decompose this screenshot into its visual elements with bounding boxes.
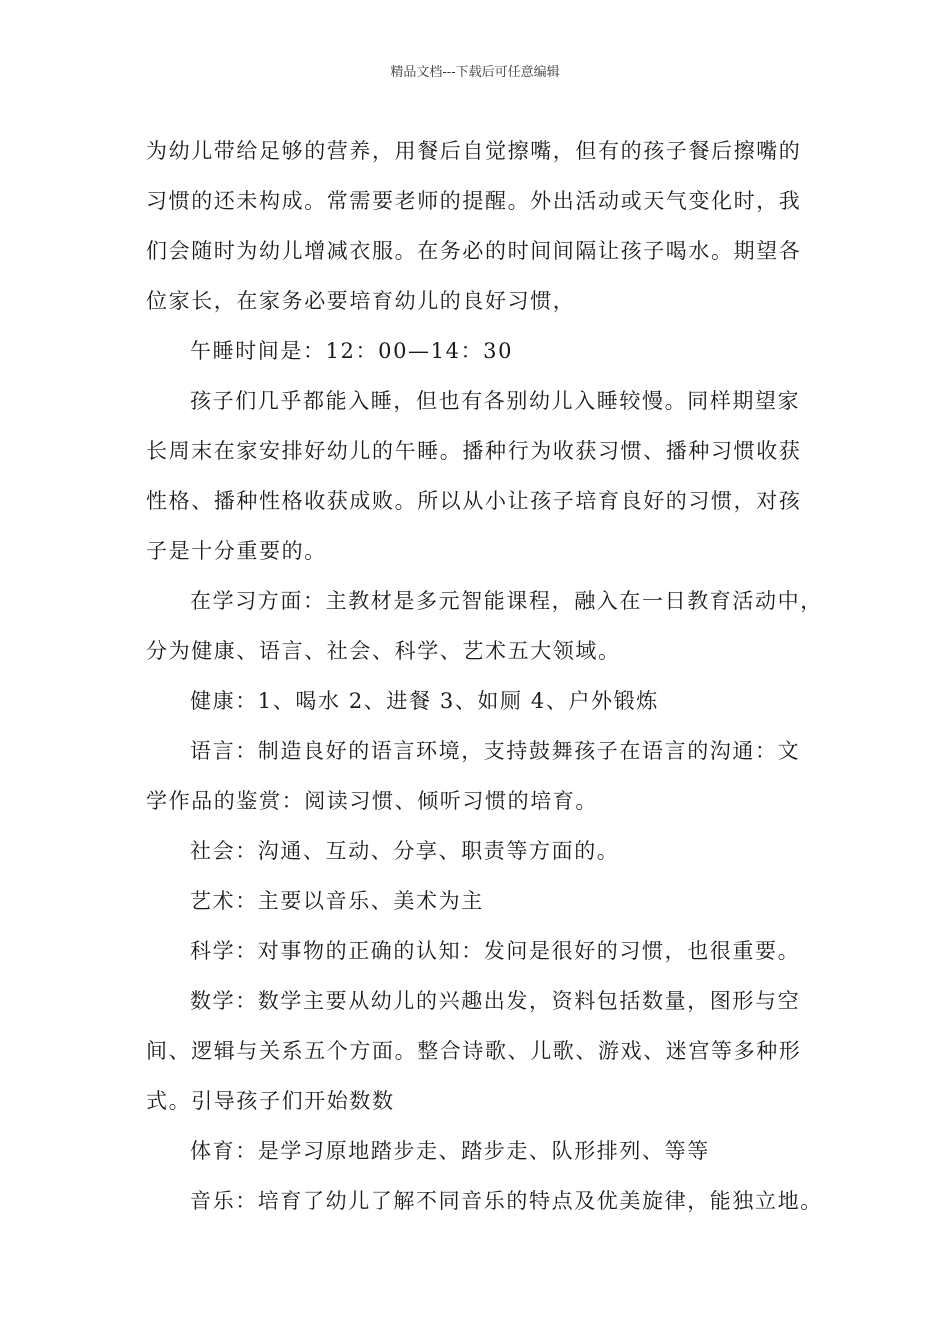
paragraph-line: 艺术：主要以音乐、美术为主 [190,889,484,913]
paragraph-line: 数学：数学主要从幼儿的兴趣出发，资料包括数量，图形与空 [190,989,801,1013]
paragraph-line: 午睡时间是：12：00—14：30 [190,339,514,363]
paragraph-line: 孩子们几乎都能入睡，但也有各别幼儿入睡较慢。同样期望家 [190,389,801,413]
paragraph-line: 社会：沟通、互动、分享、职责等方面的。 [190,839,620,863]
paragraph-line: 在学习方面：主教材是多元智能课程，融入在一日教育活动中， [190,589,823,613]
page-header: 精品文档---下载后可任意编辑 [390,65,560,80]
paragraph-line: 学作品的鉴赏：阅读习惯、倾听习惯的培育。 [146,789,598,813]
document-body [146,126,836,1226]
paragraph-line: 分为健康、语言、社会、科学、艺术五大领域。 [146,639,621,663]
paragraph-line: 子是十分重要的。 [146,539,327,563]
paragraph-line: 科学：对事物的正确的认知：发问是很好的习惯，也很重要。 [190,939,801,963]
paragraph-line: 性格、播种性格收获成败。所以从小让孩子培育良好的习惯，对孩 [146,489,802,513]
paragraph-line: 为幼儿带给足够的营养，用餐后自觉擦嘴，但有的孩子餐后擦嘴的 [146,139,802,163]
paragraph-line: 习惯的还未构成。常需要老师的提醒。外出活动或天气变化时，我 [146,189,802,213]
paragraph-line: 们会随时为幼儿增减衣服。在务必的时间间隔让孩子喝水。期望各 [146,239,802,263]
paragraph-line: 体育：是学习原地踏步走、踏步走、队形排列、等等 [190,1139,710,1163]
paragraph-line: 式。引导孩子们开始数数 [146,1089,395,1113]
paragraph-line: 健康：1、喝水 2、进餐 3、如厕 4、户外锻炼 [190,689,659,713]
paragraph-line: 位家长，在家务必要培育幼儿的良好习惯， [146,289,576,313]
paragraph-line: 音乐：培育了幼儿了解不同音乐的特点及优美旋律，能独立地。 [190,1189,823,1213]
paragraph-line: 长周末在家安排好幼儿的午睡。播种行为收获习惯、播种习惯收获 [146,439,802,463]
paragraph-line: 间、逻辑与关系五个方面。整合诗歌、儿歌、游戏、迷宫等多种形 [146,1039,802,1063]
paragraph-line: 语言：制造良好的语言环境，支持鼓舞孩子在语言的沟通：文 [190,739,801,763]
